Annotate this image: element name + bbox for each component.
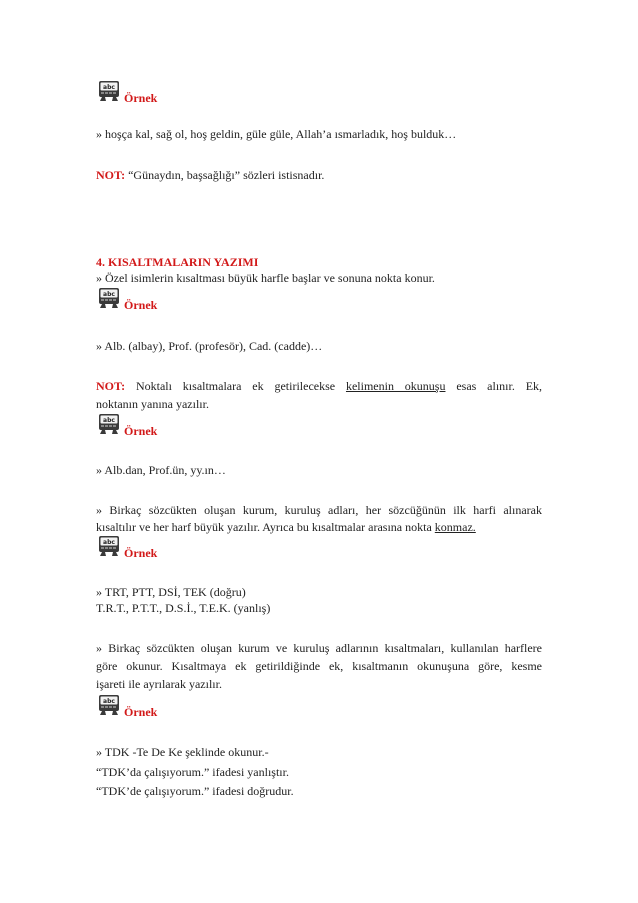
example-label: Örnek bbox=[124, 546, 158, 560]
example-label: Örnek bbox=[124, 91, 158, 105]
paragraph-line: işareti ile ayrılarak yazılır. bbox=[96, 677, 222, 691]
paragraph-text: kısaltılır ve her harf büyük yazılır. Ayrıca bu kısaltmalar arasına nokta bbox=[96, 520, 432, 534]
svg-text:abc: abc bbox=[103, 417, 115, 424]
abc-keyboard-icon bbox=[98, 413, 120, 435]
underlined-word: konmaz. bbox=[434, 520, 476, 534]
paragraph-line bbox=[96, 520, 542, 535]
paragraph-line: » Alb. (albay), Prof. (profesör), Cad. (cadde)… bbox=[96, 339, 323, 353]
paragraph-line: » Özel isimlerin kısaltması büyük harfle başlar ve sonuna nokta konur. bbox=[96, 271, 435, 285]
abc-keyboard-icon bbox=[98, 287, 120, 309]
underlined-phrase: kelimenin okunuşu bbox=[345, 379, 446, 393]
paragraph-line: » TDK -Te De Ke şeklinde okunur.- bbox=[96, 745, 269, 759]
abc-keyboard-icon bbox=[98, 535, 120, 557]
paragraph-line: T.R.T., P.T.T., D.S.İ., T.E.K. (yanlış) bbox=[96, 601, 271, 615]
example-label: Örnek bbox=[124, 424, 158, 438]
paragraph-line: “TDK’de çalışıyorum.” ifadesi doğrudur. bbox=[96, 784, 294, 798]
section-heading: 4. KISALTMALARIN YAZIMI bbox=[96, 255, 259, 269]
note-label: NOT: bbox=[96, 168, 126, 182]
paragraph-line: noktanın yanına yazılır. bbox=[96, 397, 209, 411]
abc-keyboard-icon bbox=[98, 80, 120, 102]
svg-text:abc: abc bbox=[103, 698, 115, 705]
paragraph-line: » Birkaç sözcükten oluşan kurum, kuruluş adları, her sözcüğünün ilk harfi alınarak bbox=[96, 503, 542, 517]
paragraph-line: » hoşça kal, sağ ol, hoş geldin, güle güle, Allah’a ısmarladık, hoş bulduk… bbox=[96, 127, 457, 141]
paragraph-line: » Birkaç sözcükten oluşan kurum ve kuruluş adlarının kısaltmaları, kullanılan harflere bbox=[96, 641, 542, 655]
example-label: Örnek bbox=[124, 298, 158, 312]
paragraph-line: “TDK’da çalışıyorum.” ifadesi yanlıştır. bbox=[96, 765, 289, 779]
abc-keyboard-icon bbox=[98, 694, 120, 716]
paragraph-line: göre okunur. Kısaltmaya ek getirildiğinde ek, kısaltmanın okunuşuna göre, kesme bbox=[96, 659, 542, 673]
paragraph-line: » Alb.dan, Prof.ün, yy.ın… bbox=[96, 463, 226, 477]
note-paragraph bbox=[96, 168, 542, 183]
note-label: NOT: bbox=[96, 379, 126, 393]
note-paragraph bbox=[96, 379, 542, 394]
note-text: Noktalı kısaltmalara ek getirilecekse bbox=[135, 379, 336, 393]
svg-text:abc: abc bbox=[103, 84, 115, 91]
svg-text:abc: abc bbox=[103, 539, 115, 546]
note-text: “Günaydın, başsağlığı” sözleri istisnadır. bbox=[128, 168, 325, 182]
svg-text:abc: abc bbox=[103, 291, 115, 298]
paragraph-line: » TRT, PTT, DSİ, TEK (doğru) bbox=[96, 585, 246, 599]
note-text: esas alınır. Ek, bbox=[456, 379, 543, 393]
example-label: Örnek bbox=[124, 705, 158, 719]
